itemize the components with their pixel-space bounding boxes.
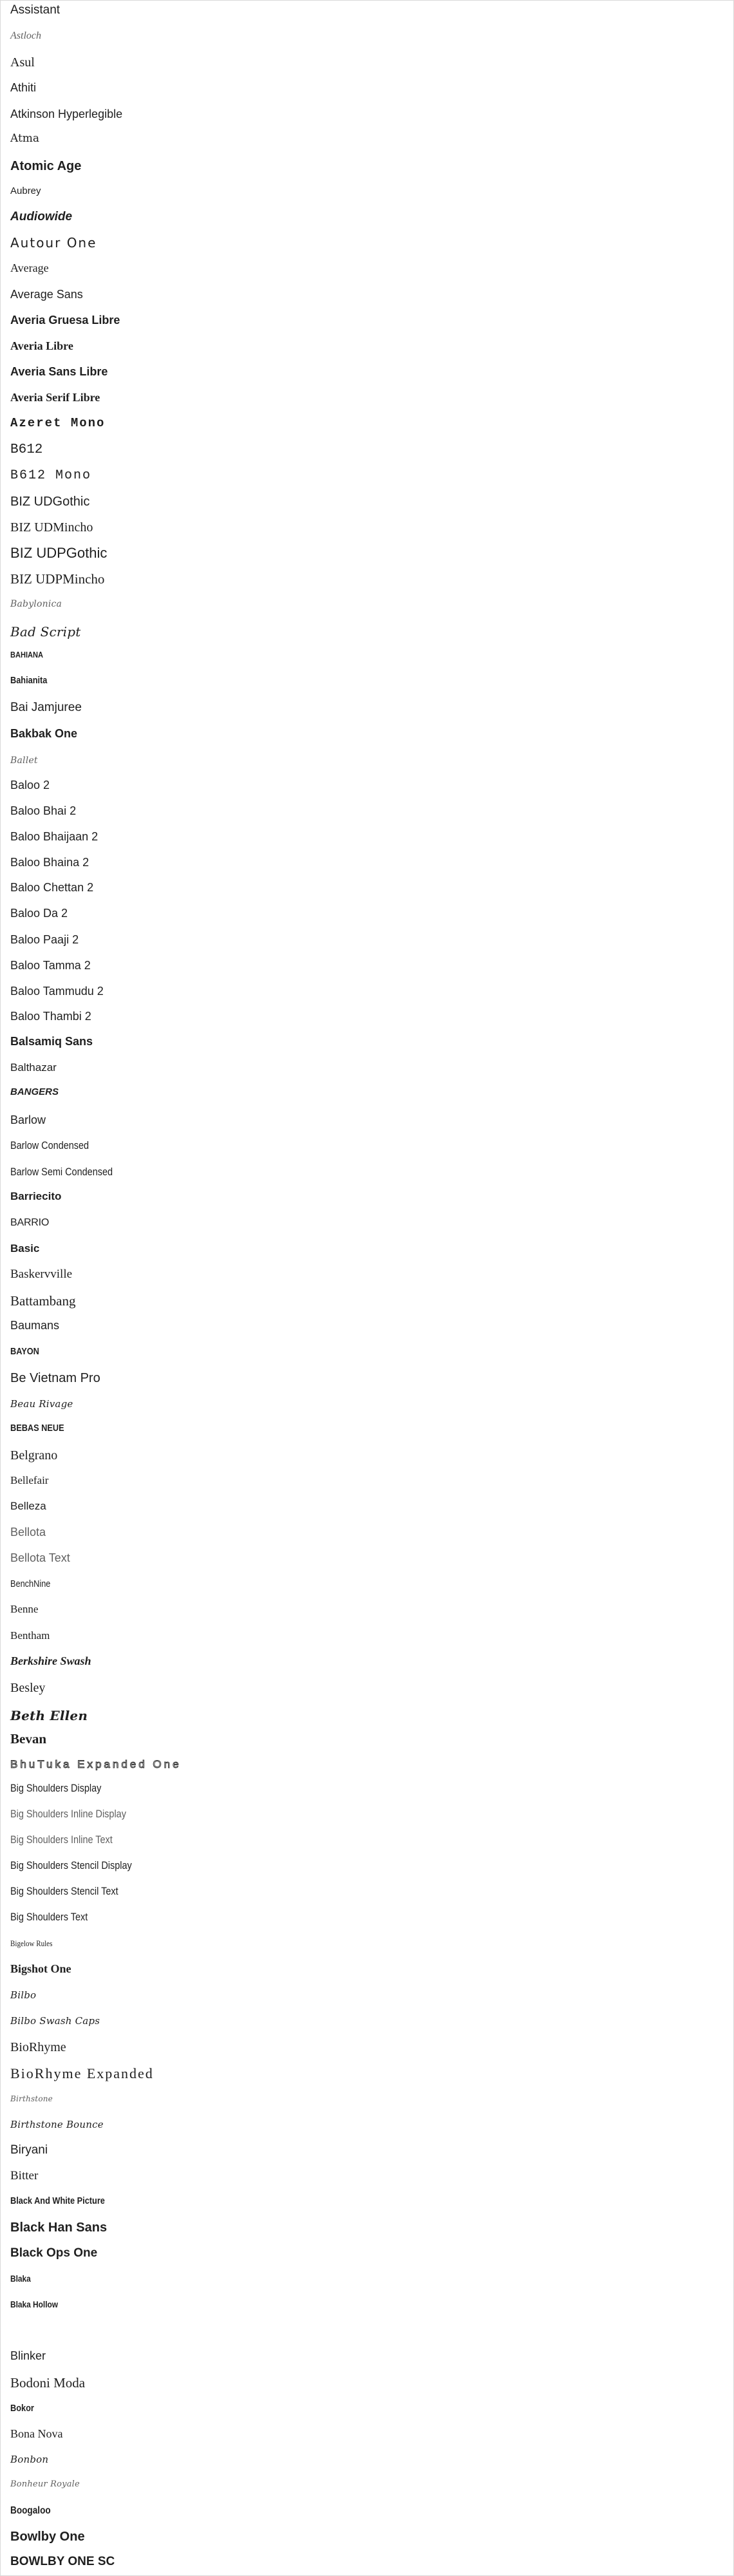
font-item-basic[interactable]: Basic — [10, 1242, 40, 1255]
font-item-baloo-bhai-2[interactable]: Baloo Bhai 2 — [10, 804, 77, 817]
font-item-black-han-sans[interactable]: Black Han Sans — [10, 2221, 108, 2235]
font-item-big-shoulders-text[interactable]: Big Shoulders Text — [10, 1911, 88, 1923]
font-item-bhutuka-expanded-one[interactable]: BhuTuka Expanded One — [10, 1758, 182, 1770]
font-item-blaka-ink[interactable]: Blaka Ink — [10, 2324, 44, 2334]
font-item-baloo-bhaijaan-2[interactable]: Baloo Bhaijaan 2 — [10, 830, 99, 843]
font-item-big-shoulders-stencil-display[interactable]: Big Shoulders Stencil Display — [10, 1859, 132, 1871]
font-item-athiti[interactable]: Athiti — [10, 81, 37, 94]
font-item-barlow[interactable]: Barlow — [10, 1113, 46, 1126]
font-item-blaka[interactable]: Blaka — [10, 2273, 31, 2284]
font-item-battambang[interactable]: Battambang — [10, 1293, 76, 1309]
font-item-bad-script[interactable]: Bad Script — [10, 624, 81, 639]
font-item-bitter[interactable]: Bitter — [10, 2169, 39, 2183]
font-item-b612[interactable]: B612 — [10, 442, 43, 457]
font-item-averia-libre[interactable]: Averia Libre — [10, 339, 73, 352]
font-item-bangers[interactable]: BANGERS — [10, 1086, 59, 1097]
font-item-baloo-chettan-2[interactable]: Baloo Chettan 2 — [10, 881, 94, 894]
font-item-barrio[interactable]: BARRIO — [10, 1217, 50, 1228]
font-item-bellota[interactable]: Bellota — [10, 1526, 46, 1539]
font-item-bigelow-rules[interactable]: Bigelow Rules — [10, 1938, 53, 1948]
font-item-black-ops-one[interactable]: Black Ops One — [10, 2246, 98, 2260]
font-item-barlow-semi-condensed[interactable]: Barlow Semi Condensed — [10, 1166, 113, 1178]
font-item-bodoni-moda[interactable]: Bodoni Moda — [10, 2375, 86, 2391]
font-item-beau-rivage[interactable]: Beau Rivage — [10, 1398, 73, 1410]
font-item-bilbo-swash-caps[interactable]: Bilbo Swash Caps — [10, 2015, 100, 2027]
font-item-big-shoulders-inline-text[interactable]: Big Shoulders Inline Text — [10, 1833, 113, 1846]
font-item-boogaloo[interactable]: Boogaloo — [10, 2505, 51, 2516]
font-item-ballet[interactable]: Ballet — [10, 755, 38, 766]
font-item-baloo-tammudu-2[interactable]: Baloo Tammudu 2 — [10, 985, 104, 998]
font-item-biz-udgothic[interactable]: BIZ UDGothic — [10, 495, 90, 509]
font-item-blinker[interactable]: Blinker — [10, 2349, 46, 2362]
font-item-averia-gruesa-libre[interactable]: Averia Gruesa Libre — [10, 314, 120, 327]
font-item-besley[interactable]: Besley — [10, 1681, 46, 1695]
font-item-bebas-neue[interactable]: BEBAS NEUE — [10, 1423, 64, 1434]
font-item-big-shoulders-stencil-text[interactable]: Big Shoulders Stencil Text — [10, 1885, 118, 1897]
font-item-big-shoulders-inline-display[interactable]: Big Shoulders Inline Display — [10, 1808, 126, 1820]
font-item-berkshire-swash[interactable]: Berkshire Swash — [10, 1654, 91, 1667]
font-item-audiowide[interactable]: Audiowide — [10, 210, 73, 223]
font-item-bellota-text[interactable]: Bellota Text — [10, 1551, 70, 1564]
font-item-blaka-hollow[interactable]: Blaka Hollow — [10, 2299, 59, 2309]
font-item-bellefair[interactable]: Bellefair — [10, 1474, 49, 1486]
font-item-average[interactable]: Average — [10, 261, 49, 274]
font-item-bowlby-one[interactable]: Bowlby One — [10, 2530, 85, 2544]
font-item-biryani[interactable]: Biryani — [10, 2143, 48, 2157]
font-item-bakbak-one[interactable]: Bakbak One — [10, 727, 78, 740]
font-item-baloo-tamma-2[interactable]: Baloo Tamma 2 — [10, 959, 91, 972]
font-item-barriecito[interactable]: Barriecito — [10, 1190, 62, 1202]
font-item-aubrey[interactable]: Aubrey — [10, 185, 41, 196]
font-item-biz-udmincho[interactable]: BIZ UDMincho — [10, 520, 93, 535]
font-item-biorhyme[interactable]: BioRhyme — [10, 2040, 66, 2054]
font-item-autour-one[interactable]: Autour One — [10, 235, 97, 251]
font-item-black-and-white-picture[interactable]: Black And White Picture — [10, 2195, 105, 2206]
font-item-bonheur-royale[interactable]: Bonheur Royale — [10, 2479, 80, 2489]
font-item-beth-ellen[interactable]: Beth Ellen — [10, 1708, 88, 1723]
font-item-bayon[interactable]: BAYON — [10, 1346, 39, 1357]
font-item-baloo-paaji-2[interactable]: Baloo Paaji 2 — [10, 933, 79, 946]
font-item-baloo-da-2[interactable]: Baloo Da 2 — [10, 907, 68, 920]
font-item-bentham[interactable]: Bentham — [10, 1629, 50, 1642]
font-item-biz-udpgothic[interactable]: BIZ UDPGothic — [10, 545, 108, 561]
font-item-averia-sans-libre[interactable]: Averia Sans Libre — [10, 365, 108, 378]
font-item-atma[interactable]: Atma — [10, 132, 40, 145]
font-item-bigshot-one[interactable]: Bigshot One — [10, 1962, 71, 1975]
font-item-asul[interactable]: Asul — [10, 55, 35, 70]
font-item-biorhyme-expanded[interactable]: BioRhyme Expanded — [10, 2065, 154, 2081]
font-item-benne[interactable]: Benne — [10, 1603, 39, 1615]
font-item-birthstone[interactable]: Birthstone — [10, 2094, 53, 2103]
font-item-biz-udpmincho[interactable]: BIZ UDPMincho — [10, 571, 105, 587]
font-item-barlow-condensed[interactable]: Barlow Condensed — [10, 1139, 89, 1151]
font-item-bilbo[interactable]: Bilbo — [10, 1989, 37, 2001]
font-item-assistant[interactable]: Assistant — [10, 3, 61, 17]
font-item-belgrano[interactable]: Belgrano — [10, 1448, 58, 1463]
font-item-be-vietnam-pro[interactable]: Be Vietnam Pro — [10, 1371, 100, 1385]
font-item-baloo-bhaina-2[interactable]: Baloo Bhaina 2 — [10, 856, 89, 869]
font-item-bahianita[interactable]: Bahianita — [10, 675, 48, 686]
font-item-birthstone-bounce[interactable]: Birthstone Bounce — [10, 2119, 104, 2130]
font-item-bai-jamjuree[interactable]: Bai Jamjuree — [10, 701, 82, 714]
font-item-babylonica[interactable]: Babylonica — [10, 599, 62, 609]
font-item-bonbon[interactable]: Bonbon — [10, 2454, 49, 2465]
font-item-b612-mono[interactable]: B612 Mono — [10, 468, 92, 483]
font-item-baumans[interactable]: Baumans — [10, 1319, 60, 1332]
font-item-bahiana[interactable]: BAHIANA — [10, 650, 43, 659]
font-item-baskervville[interactable]: Baskervville — [10, 1267, 73, 1281]
font-item-averia-serif-libre[interactable]: Averia Serif Libre — [10, 391, 100, 404]
font-item-belleza[interactable]: Belleza — [10, 1500, 46, 1512]
font-item-baloo-2[interactable]: Baloo 2 — [10, 779, 50, 791]
font-item-astloch[interactable]: Astloch — [10, 30, 41, 41]
font-item-atomic-age[interactable]: Atomic Age — [10, 159, 82, 173]
font-item-average-sans[interactable]: Average Sans — [10, 288, 83, 301]
font-item-balthazar[interactable]: Balthazar — [10, 1061, 57, 1074]
font-item-bevan[interactable]: Bevan — [10, 1731, 47, 1747]
font-item-bona-nova[interactable]: Bona Nova — [10, 2427, 63, 2440]
font-item-balsamiq-sans[interactable]: Balsamiq Sans — [10, 1035, 93, 1048]
font-item-azeret-mono[interactable]: Azeret Mono — [10, 416, 106, 430]
font-item-bowlby-one-sc[interactable]: BOWLBY ONE SC — [10, 2555, 115, 2568]
font-item-benchnine[interactable]: BenchNine — [10, 1578, 51, 1589]
font-item-big-shoulders-display[interactable]: Big Shoulders Display — [10, 1782, 102, 1794]
font-item-atkinson-hyperlegible[interactable]: Atkinson Hyperlegible — [10, 108, 123, 120]
font-item-baloo-thambi-2[interactable]: Baloo Thambi 2 — [10, 1010, 91, 1023]
font-item-bokor[interactable]: Bokor — [10, 2403, 34, 2414]
